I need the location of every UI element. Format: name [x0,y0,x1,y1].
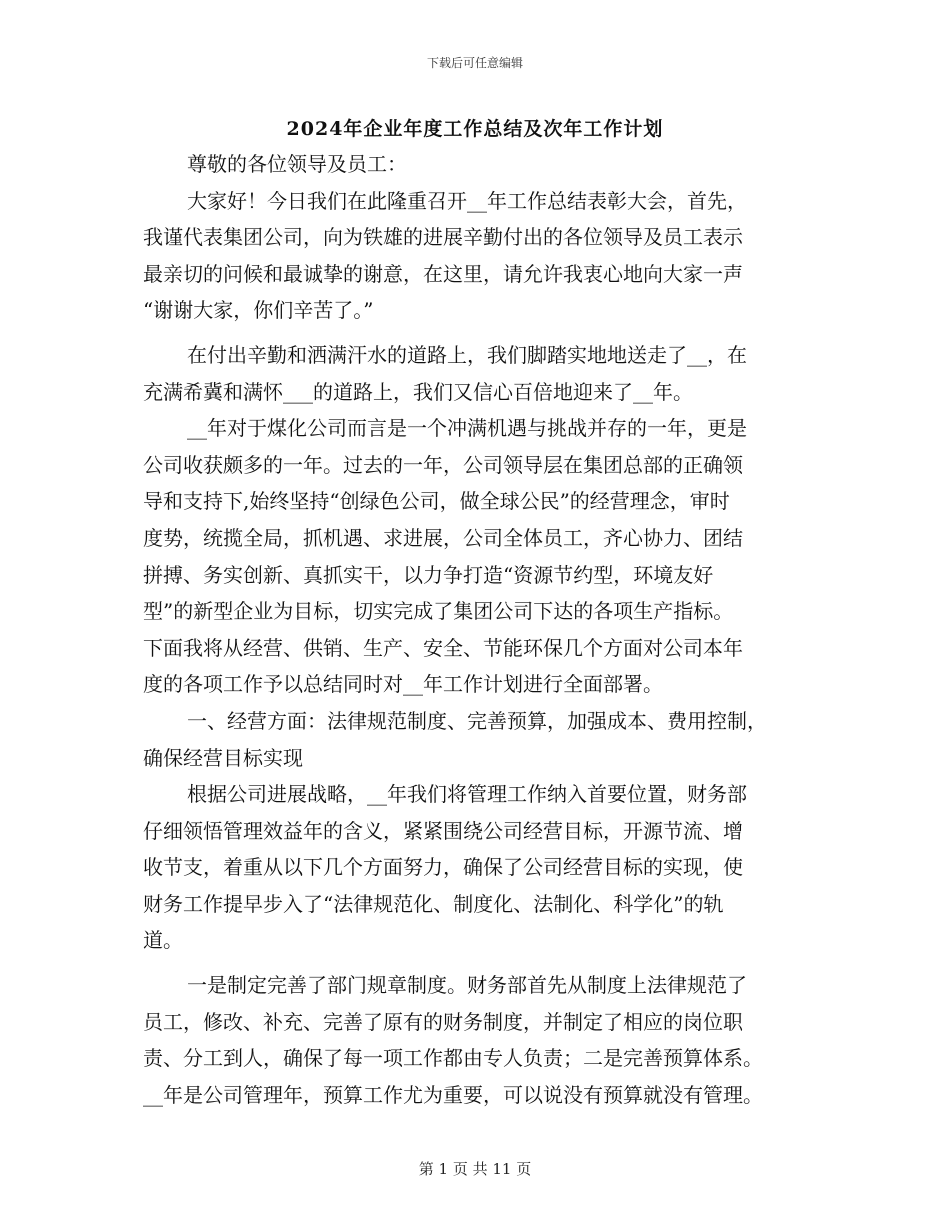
body-line: 员工，修改、补充、完善了原有的财务制度，并制定了相应的岗位职 [143,1009,743,1034]
body-line: __年是公司管理年，预算工作尤为重要，可以说没有预算就没有管理。 [143,1082,763,1107]
body-line: 责、分工到人，确保了每一项工作都由专人负责；二是完善预算体系。 [143,1046,763,1071]
body-line: 型”的新型企业为目标，切实完成了集团公司下达的各项生产指标。 [143,599,734,624]
body-line: 在付出辛勤和洒满汗水的道路上，我们脚踏实地地送走了__，在 [187,342,747,367]
body-line: 最亲切的问候和最诚挚的谢意，在这里，请允许我衷心地向大家一声 [143,261,743,286]
body-line: 大家好！今日我们在此隆重召开__年工作总结表彰大会，首先， [187,188,747,213]
document-title: 2024年企业年度工作总结及次年工作计划 [286,118,664,140]
body-line: 仔细领悟管理效益年的含义，紧紧围绕公司经营目标，开源节流、增 [143,818,743,843]
page-header: 下载后可任意编辑 [426,56,523,70]
body-line: 收节支，着重从以下几个方面努力，确保了公司经营目标的实现，使 [143,855,743,880]
body-line: “谢谢大家，你们辛苦了。” [143,298,374,323]
page-number: 第 1 页 共 11 页 [418,1160,532,1178]
body-line: __年对于煤化公司而言是一个冲满机遇与挑战并存的一年，更是 [187,416,747,441]
body-line: 根据公司进展战略，__年我们将管理工作纳入首要位置，财务部 [187,782,747,807]
section-heading: 一、经营方面：法律规范制度、完善预算，加强成本、费用控制， [187,708,767,733]
body-line: 一是制定完善了部门规章制度。财务部首先从制度上法律规范了 [187,973,747,998]
body-line: 下面我将从经营、供销、生产、安全、节能环保几个方面对公司本年 [143,635,743,660]
body-line: 拼搏、务实创新、真抓实干，以力争打造“资源节约型，环境友好 [143,562,714,587]
body-line: 充满希冀和满怀___的道路上，我们又信心百倍地迎来了__年。 [143,379,693,404]
body-line: 我谨代表集团公司，向为铁雄的进展辛勤付出的各位领导及员工表示 [143,225,743,250]
body-line: 导和支持下,始终坚持“创绿色公司，做全球公民”的经营理念，审时 [143,489,730,514]
body-line: 公司收获颇多的一年。过去的一年，公司领导层在集团总部的正确领 [143,452,743,477]
body-line: 道。 [143,928,183,953]
greeting-line: 尊敬的各位领导及员工： [187,152,407,176]
section-heading: 确保经营目标实现 [143,745,303,770]
body-line: 度势，统揽全局，抓机遇、求进展，公司全体员工，齐心协力、团结 [143,525,743,550]
body-line: 财务工作提早步入了“法律规范化、制度化、法制化、科学化”的轨 [143,891,724,916]
body-line: 度的各项工作予以总结同时对__年工作计划进行全面部署。 [143,672,663,697]
document-body [143,146,798,1113]
